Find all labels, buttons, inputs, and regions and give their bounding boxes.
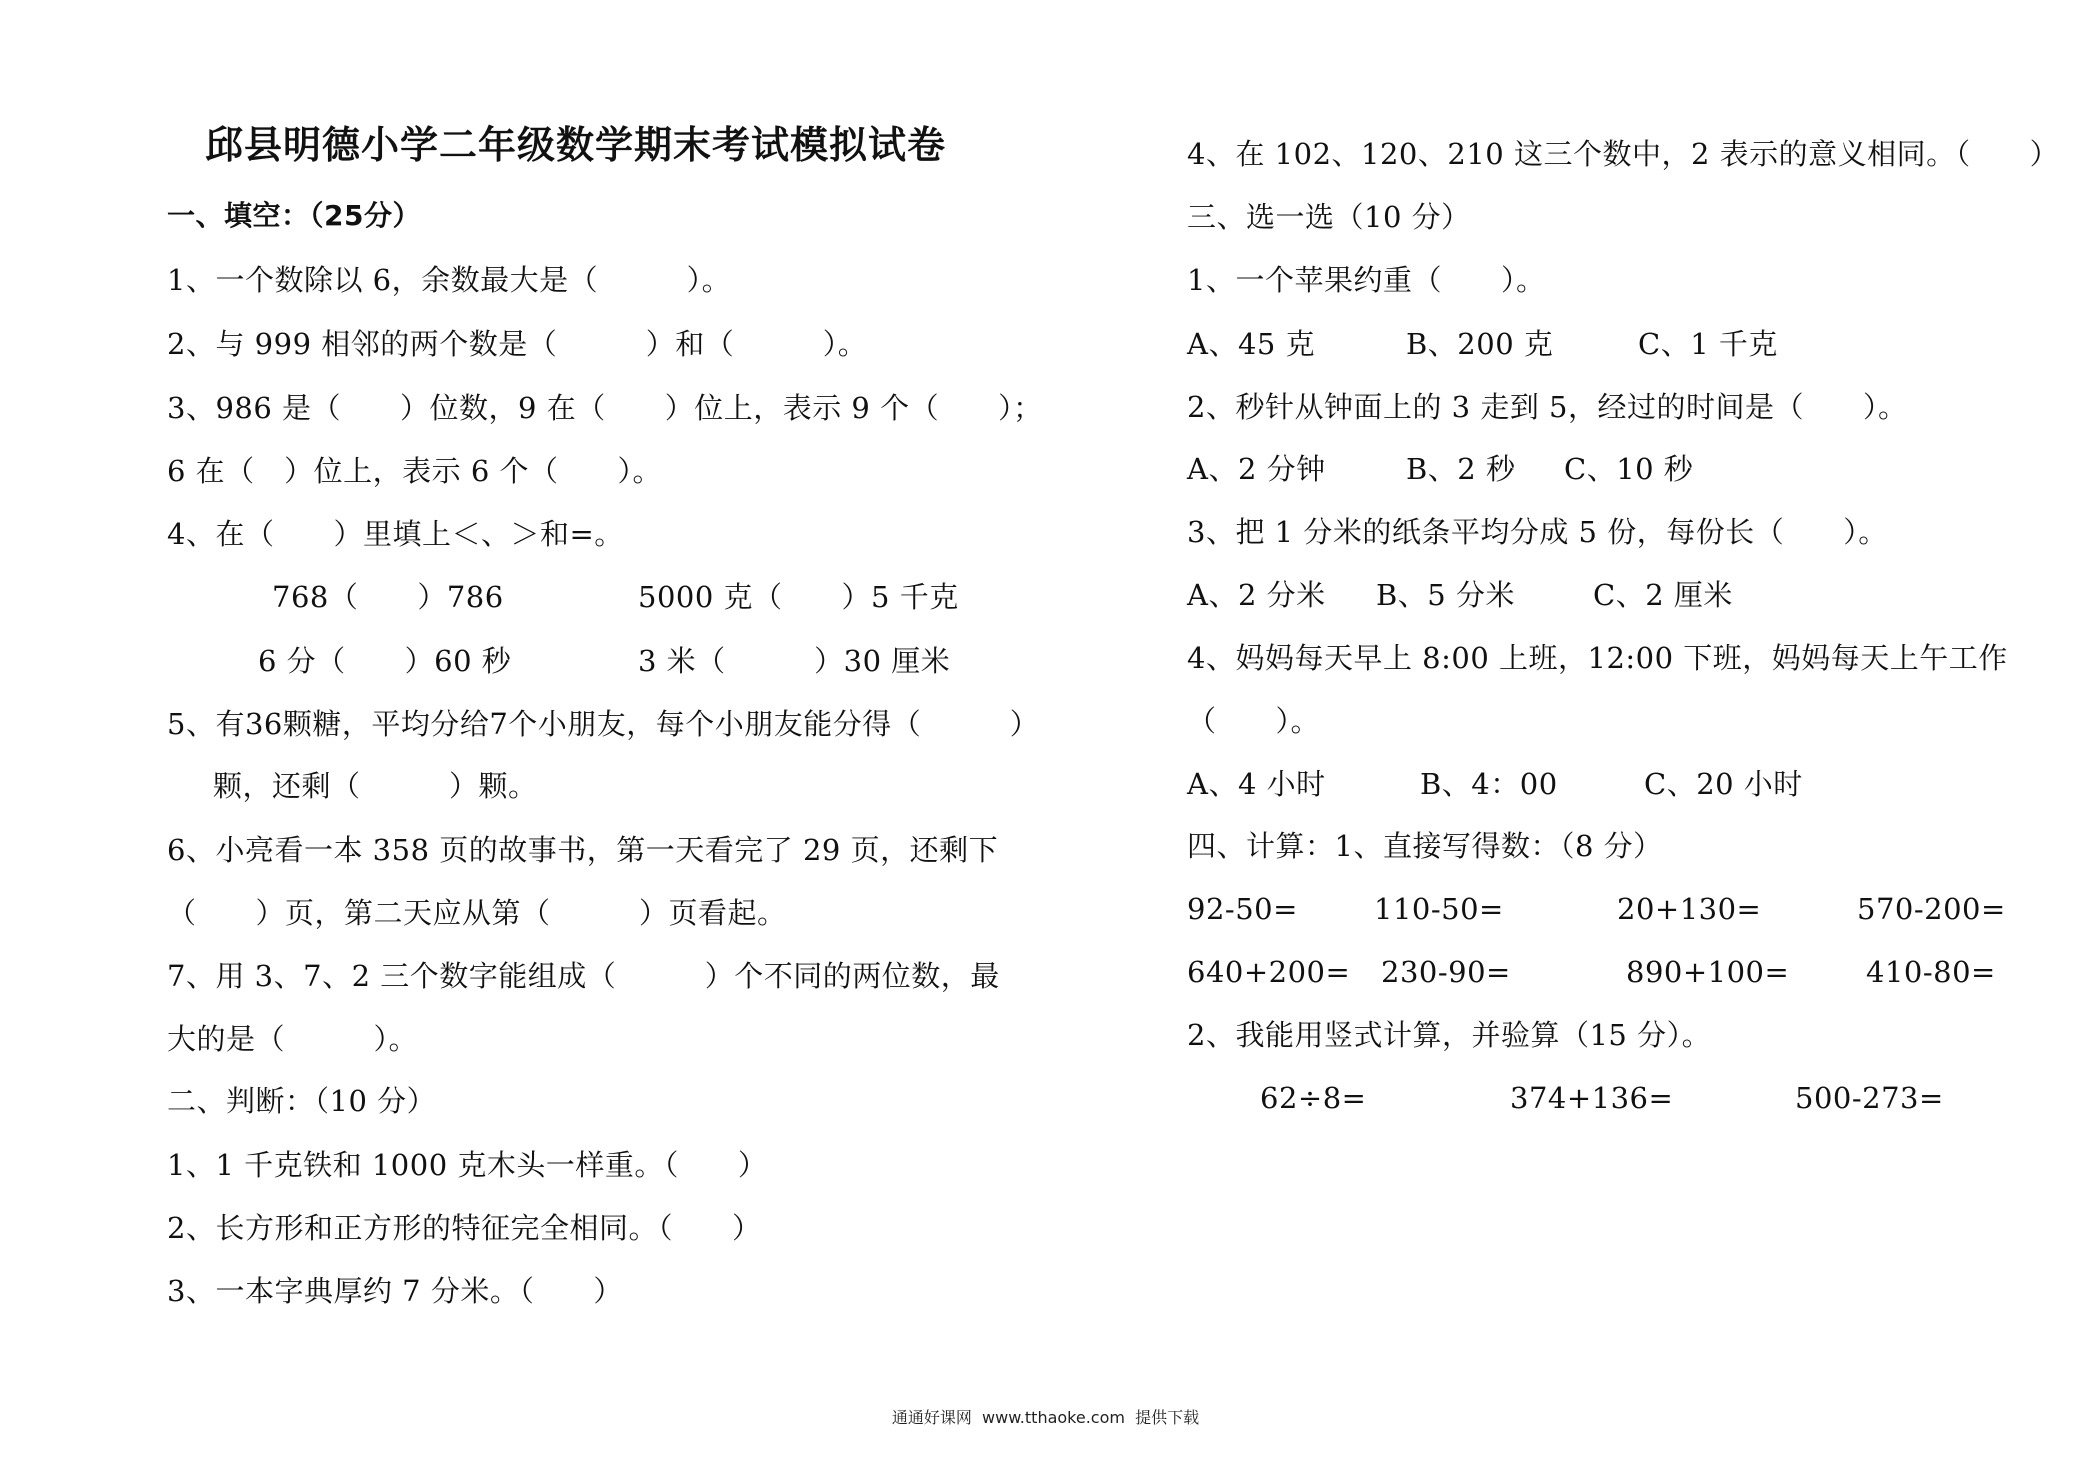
choice-2-option-a: A、2 分钟 (1187, 452, 1326, 486)
choice-4-option-b: B、4：00 (1420, 767, 1558, 801)
calc-item: 230-90= (1381, 955, 1511, 989)
choice-3-option-a: A、2 分米 (1187, 578, 1326, 612)
choice-question-3: 3、把 1 分米的纸条平均分成 5 份，每份长（ ）。 (1187, 515, 1888, 549)
section-choice-heading: 三、选一选（10 分） (1187, 200, 1471, 234)
page-title: 邱县明德小学二年级数学期末考试模拟试卷 (205, 123, 947, 167)
fill-question-3-line-1: 3、986 是（ ）位数，9 在（ ）位上，表示 9 个（ ）； (167, 391, 1043, 425)
footer-watermark: 通通好课网 www.tthaoke.com 提供下载 (891, 1408, 1200, 1427)
calc-item: 410-80= (1866, 955, 1996, 989)
judge-question-2: 2、长方形和正方形的特征完全相同。（ ） (167, 1211, 762, 1245)
judge-question-1: 1、1 千克铁和 1000 克木头一样重。（ ） (167, 1148, 768, 1182)
compare-item-2: 5000 克（ ）5 千克 (638, 580, 959, 614)
choice-2-option-c: C、10 秒 (1564, 452, 1694, 486)
choice-question-4-line-2: （ ）。 (1187, 704, 1321, 738)
fill-question-5-line-1: 5、有36颗糖，平均分给7个小朋友，每个小朋友能分得（ ） (167, 707, 1040, 741)
section-fill-in-heading: 一、填空：（25分） (167, 199, 421, 232)
calc-item: 110-50= (1374, 892, 1504, 926)
choice-1-option-c: C、1 千克 (1638, 327, 1778, 361)
fill-question-3-line-2: 6 在（ ）位上，表示 6 个（ ）。 (167, 454, 663, 488)
fill-question-5-line-2: 颗，还剩（ ）颗。 (213, 769, 538, 803)
choice-2-option-b: B、2 秒 (1406, 452, 1516, 486)
vertical-calc-item: 374+136= (1510, 1081, 1674, 1115)
section-judge-heading: 二、判断：（10 分） (167, 1084, 437, 1118)
fill-question-1: 1、一个数除以 6，余数最大是（ ）。 (167, 263, 732, 297)
compare-item-4: 3 米（ ）30 厘米 (638, 644, 951, 678)
choice-3-option-b: B、5 分米 (1376, 578, 1515, 612)
vertical-calc-item: 500-273= (1795, 1081, 1944, 1115)
choice-question-1: 1、一个苹果约重（ ）。 (1187, 263, 1546, 297)
choice-1-option-b: B、200 克 (1406, 327, 1554, 361)
calc-item: 570-200= (1857, 892, 2006, 926)
choice-question-4-line-1: 4、妈妈每天早上 8:00 上班，12:00 下班，妈妈每天上午工作 (1187, 641, 2008, 675)
fill-question-6-line-1: 6、小亮看一本 358 页的故事书，第一天看完了 29 页，还剩下 (167, 833, 999, 867)
vertical-calc-instruction: 2、我能用竖式计算，并验算（15 分）。 (1187, 1018, 1712, 1052)
fill-question-7-line-2: 大的是（ ）。 (167, 1022, 419, 1056)
judge-question-4: 4、在 102、120、210 这三个数中，2 表示的意义相同。（ ） (1187, 137, 2060, 171)
vertical-calc-item: 62÷8= (1260, 1081, 1367, 1115)
calc-item: 20+130= (1617, 892, 1762, 926)
calc-item: 92-50= (1187, 892, 1298, 926)
calc-item: 640+200= (1187, 955, 1351, 989)
fill-question-2: 2、与 999 相邻的两个数是（ ）和（ ）。 (167, 327, 868, 361)
compare-item-3: 6 分（ ）60 秒 (258, 644, 512, 678)
section-calc-heading: 四、计算：1、直接写得数：（8 分） (1187, 829, 1663, 863)
choice-4-option-c: C、20 小时 (1644, 767, 1803, 801)
choice-4-option-a: A、4 小时 (1187, 767, 1326, 801)
choice-3-option-c: C、2 厘米 (1593, 578, 1733, 612)
fill-question-7-line-1: 7、用 3、7、2 三个数字能组成（ ）个不同的两位数，最 (167, 959, 1000, 993)
judge-question-3: 3、一本字典厚约 7 分米。（ ） (167, 1274, 623, 1308)
calc-item: 890+100= (1626, 955, 1790, 989)
compare-item-1: 768（ ）786 (272, 580, 504, 614)
fill-question-6-line-2: （ ）页，第二天应从第（ ）页看起。 (167, 896, 787, 930)
fill-question-4: 4、在（ ）里填上＜、＞和=。 (167, 517, 624, 551)
choice-1-option-a: A、45 克 (1187, 327, 1316, 361)
choice-question-2: 2、秒针从钟面上的 3 走到 5，经过的时间是（ ）。 (1187, 390, 1908, 424)
